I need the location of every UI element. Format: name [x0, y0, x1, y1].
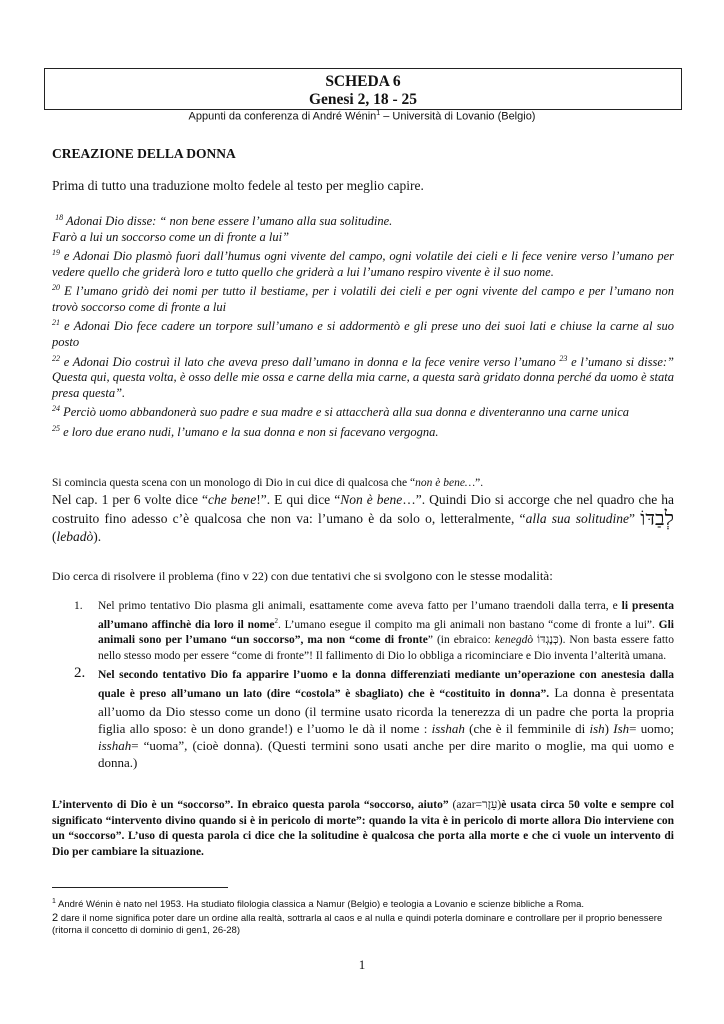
text: ). [93, 529, 102, 544]
italic-text: ish [589, 721, 605, 737]
verse-number: 22 [52, 353, 60, 363]
conference-note [44, 110, 680, 123]
text: = uomo; [629, 721, 674, 737]
verse-21 [52, 315, 674, 350]
verse-number: 18 [55, 213, 64, 222]
text: = “uoma”, (cioè donna). (Questi termini sono usati anche per dire marito o moglie, ma qui uomo e donna.) [98, 738, 674, 771]
verse-text: e Adonai Dio plasmò fuori dall’humus ogni vivente del campo, ogni volatile dei cieli e li fece venire verso l’umano per vedere quello che griderà loro e tutto quello che griderà a lui l’umano respiro vivente è il suo nome. [52, 249, 674, 279]
italic-text: Non è bene [340, 492, 403, 507]
bible-verses [52, 210, 674, 441]
footnote-2 [52, 912, 674, 937]
text: Nel cap. 1 per 6 volte dice “ [52, 492, 208, 507]
intro-paragraph: Prima di tutto una traduzione molto fedele al testo per meglio capire. [52, 178, 424, 193]
monologue-block [52, 476, 674, 547]
italic-text: isshah [98, 738, 132, 754]
footnote-ref-1: 1 [376, 110, 381, 117]
footnote-text: dare il nome significa poter dare un ordine alla realtà, sottrarla al caos e al nulla e quindi poterla dominare e controllare per il proprio benessere (ritorna il concetto di dominio di gen1, 26-28) [52, 913, 663, 936]
verse-18a [52, 210, 674, 230]
verse-number: 25 [52, 423, 60, 433]
verse-number: 24 [52, 404, 60, 414]
italic-text: alla sua solitudine [525, 510, 630, 526]
verse-text: e Adonai Dio costruì il lato che aveva preso dall’umano in donna e la fece venire verso l’umano [60, 354, 560, 369]
bold-text: Nel secondo tentativo Dio fa apparire l’uomo e la donna differenziati mediante un’operazione con anestesia dalla quale è preso all’umano un lato (dire “costola” è sbagliato) che è “costituito in donna”. [98, 669, 674, 701]
italic-text: non è bene… [415, 477, 476, 489]
attempts-list [70, 599, 674, 771]
verse-text: e Adonai Dio fece cadere un torpore sull’umano e si addormentò e gli prese uno dei suoi lati e chiuse la carne al suo posto [52, 319, 674, 350]
list-number: 2. [74, 665, 86, 682]
verse-number: 21 [52, 318, 60, 328]
verse-number: 19 [52, 248, 60, 258]
text: ( [52, 529, 57, 544]
monologue-paragraph [52, 491, 674, 547]
attempts-intro [52, 568, 674, 584]
text: Dio cerca di risolvere il problema (fino v 22) con due tentativi che si [52, 569, 385, 583]
list-number: 1. [74, 600, 83, 612]
verse-text: E l’umano gridò dei nomi per tutto il bestiame, per i volatili dei cieli e per ogni vivente del campo e per l’umano non trovò soccorso come di fronte a lui [52, 284, 674, 314]
verse-18b: Farò a lui un soccorso come un di fronte a lui” [52, 229, 290, 244]
verse-25 [52, 421, 674, 441]
list-item [70, 599, 674, 664]
footnote-divider [52, 887, 228, 888]
italic-text: Ish [613, 721, 630, 737]
hebrew-word: כְּנֶגְדּוֹ [533, 634, 559, 647]
verse-19 [52, 245, 674, 280]
text: !”. E qui dice “ [256, 492, 341, 507]
verse-text: e l’umano si disse:” Questa qui, questa volta, è osso delle mie ossa e carne della mia carne, a questa sarà gridato donna perché da uomo è stata presa questa”. [52, 354, 674, 400]
page-subtitle: Genesi 2, 18 - 25 [308, 91, 418, 108]
verse-24 [52, 401, 674, 421]
text: ). Non basta essere fatto nello stesso modo per essere “come di fronte”! Il fallimento di Dio lo obbliga a ricominciare e Dio inventa l’alterità umana. [98, 634, 675, 662]
text: ) [604, 721, 614, 737]
page-title: SCHEDA 6 [325, 73, 401, 90]
italic-text: isshah [431, 721, 465, 737]
footnote-number: 2 [52, 912, 59, 924]
page-number: 1 [358, 957, 366, 972]
verse-22-23 [52, 351, 674, 402]
conference-note-text: Appunti da conferenza di André Wénin [188, 110, 377, 123]
italic-text: che bene [208, 492, 257, 507]
footnote-1 [52, 896, 674, 911]
bold-text: li presenta all’umano affinchè dia loro il nome [98, 600, 674, 632]
bold-text: Gli animali sono per l’umano “un soccorso”, ma non “come di fronte [98, 619, 674, 647]
italic-text: kenegdò [494, 634, 534, 647]
monologue-intro [52, 476, 674, 491]
text: L’intervento di Dio è un “soccorso”. In ebraico questa parola “soccorso, aiuto” [52, 799, 453, 811]
conference-note-suffix: – Università di Lovanio (Belgio) [380, 110, 536, 123]
verse-20 [52, 280, 674, 315]
text: Nel primo tentativo Dio plasma gli animali, esattamente come aveva fatto per l’umano traendoli dalla terra, e [98, 600, 622, 612]
verse-text: e loro due erano nudi, l’umano e la sua donna e non si facevano vergogna. [60, 425, 439, 440]
text: La donna è presentata all’uomo da Dio stesso come un dono (il termine usato ricorda la tenerezza di un padre che porta la propria figlia allo sposo: è un dono grande!) e l’uomo le dà il nome : [98, 685, 674, 737]
hebrew-word: לְבַדּוֹ [640, 507, 674, 530]
text: ” (in ebraico: [427, 634, 495, 647]
text: (che è il femminile di [464, 721, 590, 737]
italic-text: lebadò [56, 529, 94, 544]
footnote-text: André Wénin è nato nel 1953. Ha studiato filologia classica a Namur (Belgio) e teologia a Lovanio e scienze bibliche a Roma. [55, 899, 584, 911]
verse-number: 20 [52, 283, 60, 293]
text: …”. Quindi Dio si accorge che nel quadro che ha costruito fino adesso c’è qualcosa che non va: l’umano è da solo o, letteralmente, “ [52, 492, 675, 526]
text: svolgono con le stesse modalità: [384, 568, 553, 583]
verse-text: Adonai Dio disse: “ non bene essere l’umano alla sua solitudine. [63, 214, 393, 229]
hebrew-term: (azar=עֵזֶר) [452, 799, 502, 811]
text: è usata circa 50 volte e sempre col significato “intervento divino quando si è in pericolo di morte”: quando la vita è in pericolo di morte allora Dio interviene con un “soccorso”. L’uso di questa parola ci dice che la solitudine è qualcosa che porta alla morte e che ci vuole un intervento di Dio per cambiare la situazione. [52, 799, 674, 858]
text: ” [629, 510, 641, 526]
text: Si comincia questa scena con un monologo di Dio in cui dice di qualcosa che “ [52, 477, 416, 489]
text: ”. [475, 477, 484, 489]
text: . L’umano esegue il compito ma gli animali non bastano “come di fronte a lui”. [277, 619, 659, 632]
section-title: CREAZIONE DELLA DONNA [52, 146, 236, 161]
list-item [70, 665, 674, 771]
footnote-ref-2: 2 [274, 617, 278, 626]
conclusion-paragraph [52, 798, 674, 860]
verse-number: 23 [559, 353, 568, 363]
verse-text: Perciò uomo abbandonerà suo padre e sua madre e si attaccherà alla sua donna e diventeranno una carne unica [60, 405, 630, 420]
footnote-number: 1 [52, 898, 56, 905]
header-box [44, 68, 682, 110]
